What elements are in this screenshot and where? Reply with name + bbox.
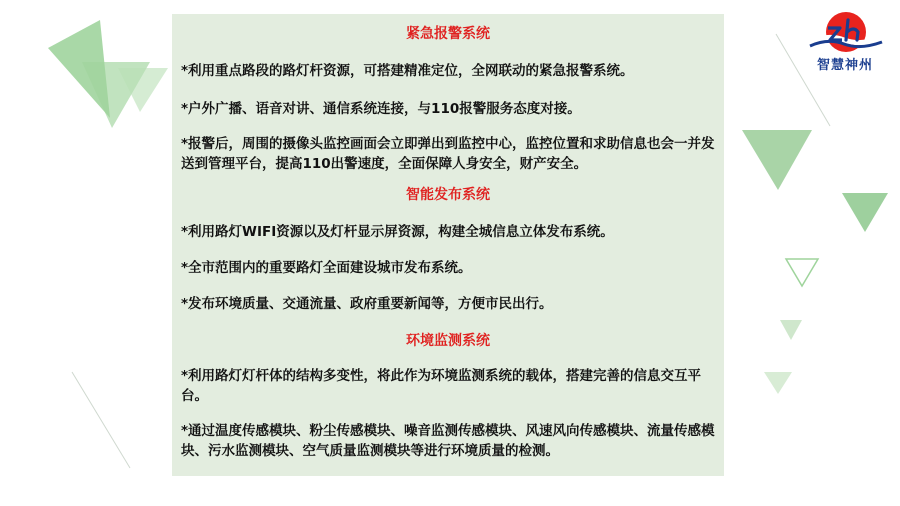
left-triangles [48,20,168,128]
left-diagonal-line [72,372,130,468]
section-smart-publishing [181,185,715,314]
brand-logo [804,8,886,78]
section-emergency-alarm [181,24,715,174]
section-environment-monitoring [181,331,715,461]
section-paragraph: *户外广播、语音对讲、通信系统连接，与110报警服务态度对接。 [181,101,581,117]
logo-mark-icon [804,8,886,56]
logo-brand-text: 智慧神州 [816,58,873,73]
section-paragraph: *发布环境质量、交通流量、政府重要新闻等，方便市民出行。 [181,296,553,312]
section-paragraph: *通过温度传感模块、粉尘传感模块、噪音监测传感模块、风速风向传感模块、流量传感模块、污水监测模块、空气质量监测模块等进行环境质量的检测。 [181,423,715,459]
section-title: 环境监测系统 [406,333,490,349]
section-paragraph: *利用重点路段的路灯杆资源，可搭建精准定位，全网联动的紧急报警系统。 [181,63,634,79]
right-triangles [742,130,888,394]
section-paragraph: *全市范围内的重要路灯全面建设城市发布系统。 [181,260,472,276]
section-title: 紧急报警系统 [406,26,490,42]
section-paragraph: *报警后，周围的摄像头监控画面会立即弹出到监控中心，监控位置和求助信息也会一并发送到管理平台，提高110出警速度，全面保障人身安全，财产安全。 [181,136,715,172]
section-title: 智能发布系统 [406,187,490,203]
content-panel [172,14,724,476]
section-paragraph: *利用路灯WIFI资源以及灯杆显示屏资源，构建全城信息立体发布系统。 [181,224,614,240]
section-paragraph: *利用路灯灯杆体的结构多变性，将此作为环境监测系统的载体，搭建完善的信息交互平台。 [181,368,702,404]
